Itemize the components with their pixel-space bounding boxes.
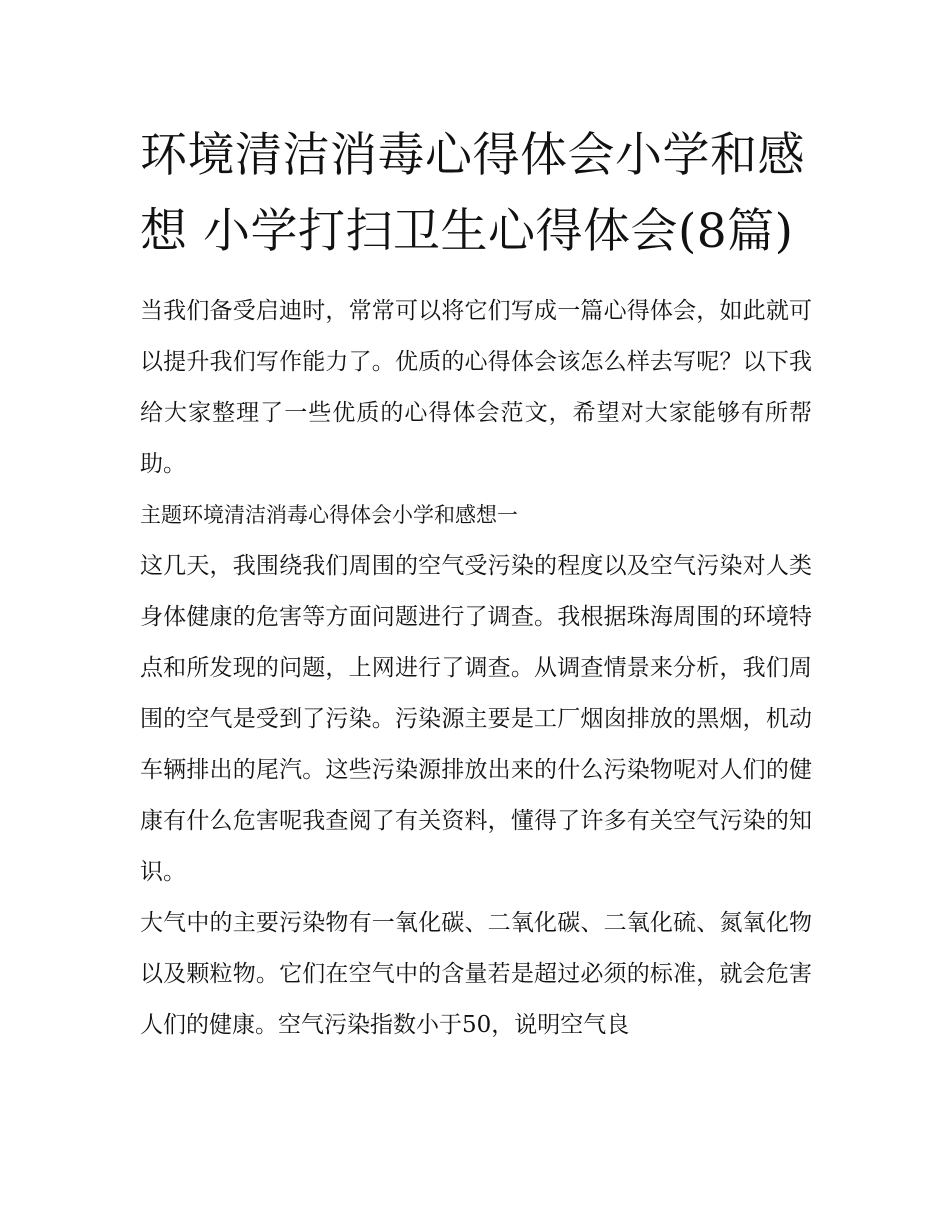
body-paragraph: 大气中的主要污染物有一氧化碳、二氧化碳、二氧化硫、氮氧化物以及颗粒物。它们在空气中的含量若是超过必须的标准，就会危害人们的健康。空气污染指数小于50，说明空气良 <box>140 910 812 1038</box>
document-title: 环境清洁消毒心得体会小学和感想 小学打扫卫生心得体会(8篇) <box>140 128 805 259</box>
document-body <box>140 286 812 1051</box>
body-paragraph: 这几天，我围绕我们周围的空气受污染的程度以及空气污染对人类身体健康的危害等方面问题进行了调查。我根据珠海周围的环境特点和所发现的问题，上网进行了调查。从调查情景来分析，我们周围的空气是受到了污染。污染源主要是工厂烟囱排放的黑烟，机动车辆排出的尾汽。这些污染源排放出来的什么污染物呢对人们的健康有什么危害呢我查阅了有关资料，懂得了许多有关空气污染的知识。 <box>140 553 812 885</box>
section-heading: 主题环境清洁消毒心得体会小学和感想一 <box>140 503 518 527</box>
intro-paragraph: 当我们备受启迪时，常常可以将它们写成一篇心得体会，如此就可以提升我们写作能力了。优质的心得体会该怎么样去写呢？以下我给大家整理了一些优质的心得体会范文，希望对大家能够有所帮助。 <box>140 298 812 477</box>
document-page <box>140 118 812 1051</box>
